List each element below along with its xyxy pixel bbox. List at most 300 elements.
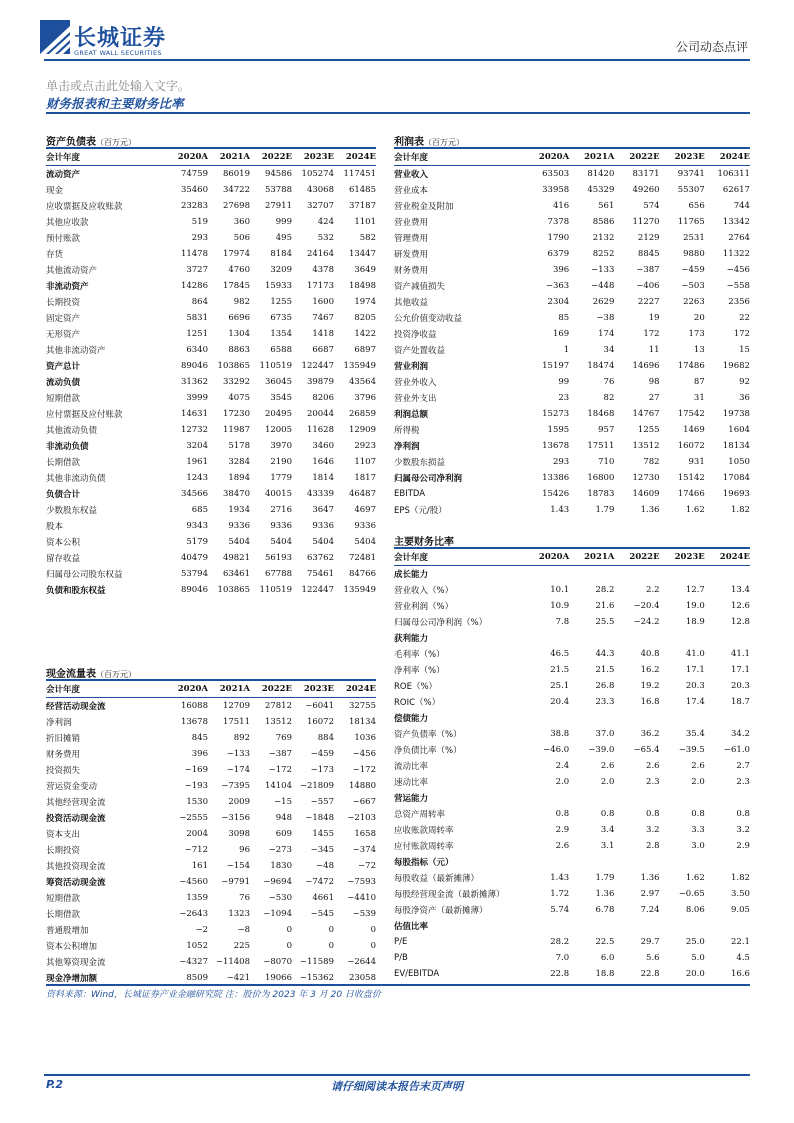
footer-disclaimer: 请仔细阅读本报告末页声明 <box>331 1080 463 1093</box>
table-row <box>46 182 376 198</box>
row-label: 长期借款 <box>46 909 81 920</box>
row-value: 12709 <box>222 700 250 711</box>
table-unit: （百万元） <box>424 138 464 147</box>
row-label: 每股净资产（最新摊薄） <box>394 905 488 916</box>
row-value: 19.0 <box>685 600 705 611</box>
row-value: 1530 <box>186 796 208 807</box>
row-value: −72 <box>358 860 376 871</box>
row-value: 3727 <box>186 264 208 275</box>
table-row <box>46 730 376 746</box>
row-value: 1.62 <box>685 504 705 515</box>
logo-english-name: GREAT WALL SECURITIES <box>74 49 162 57</box>
table-row <box>394 310 750 326</box>
row-label: 净利润 <box>46 717 72 728</box>
row-value: 14104 <box>264 780 292 791</box>
row-value: −406 <box>636 280 660 291</box>
row-value: 17230 <box>222 408 250 419</box>
row-value: 396 <box>191 748 208 759</box>
row-value: 1779 <box>270 472 292 483</box>
row-value: 2.2 <box>646 584 660 595</box>
row-value: 27911 <box>264 200 292 211</box>
row-value: 845 <box>191 732 208 743</box>
table-row <box>394 438 750 454</box>
row-value: 1.79 <box>595 504 615 515</box>
year-header: 2024E <box>345 684 376 694</box>
table-row <box>394 486 750 502</box>
row-value: 17845 <box>222 280 250 291</box>
table-row <box>46 874 376 890</box>
row-value: 105274 <box>301 168 334 179</box>
row-value: −2103 <box>347 812 376 823</box>
row-value: 2.7 <box>736 760 750 771</box>
row-value: 884 <box>317 732 334 743</box>
row-label: EPS（元/股） <box>394 505 447 516</box>
table-header-row <box>46 682 376 698</box>
table-caption <box>46 133 376 147</box>
row-value: 1.36 <box>640 872 660 883</box>
row-label: 归属母公司净利润（%） <box>394 617 488 628</box>
row-value: 110519 <box>259 360 292 371</box>
header-divider <box>44 59 750 61</box>
row-value: 8863 <box>228 344 250 355</box>
table-row <box>394 630 750 646</box>
row-value: 769 <box>275 732 292 743</box>
table-title: 现金流量表 <box>46 669 96 680</box>
row-label: 营业收入（%） <box>394 585 454 596</box>
row-value: −133 <box>591 264 615 275</box>
section-divider <box>46 112 750 114</box>
row-value: −20.4 <box>633 600 660 611</box>
row-value: −387 <box>268 748 292 759</box>
row-value: 18.9 <box>685 616 705 627</box>
row-value: 519 <box>191 216 208 227</box>
row-value: 16.2 <box>640 664 660 675</box>
table-caption <box>46 665 376 679</box>
row-value: −2644 <box>347 956 376 967</box>
row-label: 筹资活动现金流 <box>46 877 106 888</box>
row-value: 76 <box>603 376 615 387</box>
row-label: 固定资产 <box>46 313 81 324</box>
row-value: 1243 <box>186 472 208 483</box>
text-placeholder[interactable]: 单击或点击此处输入文字。 <box>46 79 191 93</box>
table-row <box>46 858 376 874</box>
row-label: 其他筹资现金流 <box>46 957 106 968</box>
row-value: 35460 <box>180 184 208 195</box>
table-row <box>394 294 750 310</box>
row-value: −456 <box>726 264 750 275</box>
table-row <box>394 950 750 966</box>
row-value: 20.4 <box>550 696 570 707</box>
row-value: 8206 <box>312 392 334 403</box>
row-value: 13512 <box>632 440 660 451</box>
row-label: 资本公积增加 <box>46 941 98 952</box>
table-row <box>394 838 750 854</box>
row-value: 11987 <box>222 424 250 435</box>
row-value: 14286 <box>180 280 208 291</box>
row-value: 13678 <box>542 440 570 451</box>
row-value: 1107 <box>354 456 376 467</box>
row-value: 656 <box>688 200 705 211</box>
row-value: 20044 <box>306 408 334 419</box>
row-value: 18.8 <box>595 968 615 979</box>
row-value: 15142 <box>677 472 705 483</box>
row-value: 89046 <box>180 584 208 595</box>
row-value: 106311 <box>717 168 750 179</box>
row-value: 710 <box>598 456 615 467</box>
row-value: 1455 <box>312 828 334 839</box>
row-value: 0 <box>328 924 334 935</box>
row-value: 172 <box>733 328 750 339</box>
row-value: 1.82 <box>731 872 750 883</box>
row-value: 18134 <box>348 716 376 727</box>
row-value: 4378 <box>312 264 334 275</box>
row-value: 1036 <box>354 732 376 743</box>
row-value: 2716 <box>270 504 292 515</box>
table-row <box>394 678 750 694</box>
row-value: 103865 <box>217 360 250 371</box>
row-value: 0.8 <box>646 808 660 819</box>
row-value: 19738 <box>722 408 750 419</box>
row-label: 长期借款 <box>46 457 81 468</box>
row-label: 成长能力 <box>394 569 429 580</box>
row-value: 12.7 <box>685 584 705 595</box>
row-value: 1894 <box>228 472 250 483</box>
row-value: 1050 <box>728 456 750 467</box>
row-value: 8845 <box>637 248 660 259</box>
row-value: 14631 <box>180 408 208 419</box>
row-value: 11322 <box>722 248 750 259</box>
table-row <box>46 326 376 342</box>
row-value: −9791 <box>221 876 250 887</box>
row-value: 2.6 <box>555 840 570 851</box>
row-value: 1359 <box>186 892 208 903</box>
row-value: 46487 <box>348 488 376 499</box>
year-header: 2020A <box>177 684 208 694</box>
table-row <box>46 166 376 182</box>
row-value: −557 <box>310 796 334 807</box>
year-header: 2023E <box>303 684 334 694</box>
row-value: 7378 <box>547 216 570 227</box>
row-value: 5404 <box>354 536 376 547</box>
row-value: 1251 <box>186 328 208 339</box>
row-value: 2.9 <box>736 840 750 851</box>
row-value: 2263 <box>683 296 705 307</box>
row-value: 19066 <box>264 972 292 983</box>
section-title: 财务报表和主要财务比率 <box>46 96 184 111</box>
year-header: 2022E <box>629 152 660 162</box>
row-value: 0 <box>370 924 376 935</box>
page-header <box>0 0 794 66</box>
row-value: −173 <box>310 764 334 775</box>
table-row <box>46 406 376 422</box>
row-value: 19.2 <box>640 680 660 691</box>
row-value: 14767 <box>632 408 660 419</box>
row-value: 49260 <box>632 184 660 195</box>
table-row <box>394 342 750 358</box>
row-value: 18783 <box>587 488 615 499</box>
row-label: 归属母公司股东权益 <box>46 569 123 580</box>
row-value: 83171 <box>632 168 660 179</box>
row-value: 23 <box>558 392 570 403</box>
row-label: 投资活动现金流 <box>46 813 106 824</box>
row-label: 应收票据及应收账款 <box>46 201 123 212</box>
row-value: 2227 <box>637 296 660 307</box>
row-value: 15 <box>739 344 750 355</box>
row-label: 营业费用 <box>394 217 429 228</box>
footer-divider <box>44 1074 750 1076</box>
row-value: 76 <box>239 892 250 903</box>
row-value: 20495 <box>264 408 292 419</box>
row-value: 424 <box>317 216 334 227</box>
row-label: 流动比率 <box>394 761 429 772</box>
row-value: 21.5 <box>550 664 570 675</box>
row-value: 1 <box>563 344 570 355</box>
row-label: 资产处置收益 <box>394 345 446 356</box>
table-row <box>394 694 750 710</box>
table-unit: （百万元） <box>96 138 136 147</box>
table-row <box>394 182 750 198</box>
row-value: 20 <box>693 312 705 323</box>
table-row <box>394 758 750 774</box>
table-row <box>46 810 376 826</box>
row-value: 2.6 <box>646 760 660 771</box>
row-value: 89046 <box>180 360 208 371</box>
row-value: 3999 <box>186 392 208 403</box>
row-value: 4661 <box>312 892 334 903</box>
row-value: 9336 <box>270 520 292 531</box>
row-value: 19682 <box>722 360 750 371</box>
row-value: 7467 <box>312 312 334 323</box>
row-value: 6696 <box>228 312 250 323</box>
row-value: 864 <box>191 296 208 307</box>
table-row <box>394 214 750 230</box>
row-label: 所得税 <box>394 425 420 436</box>
row-value: 1.36 <box>640 504 660 515</box>
table-row <box>394 598 750 614</box>
row-value: 37187 <box>348 200 376 211</box>
row-value: 92 <box>739 376 750 387</box>
row-value: 8509 <box>186 972 208 983</box>
row-value: 87 <box>693 376 705 387</box>
row-value: 27812 <box>264 700 292 711</box>
row-value: 44.3 <box>595 648 615 659</box>
table-caption-rule <box>394 147 750 149</box>
row-value: 2923 <box>354 440 376 451</box>
row-value: −459 <box>310 748 334 759</box>
balance-sheet-table <box>46 133 376 598</box>
row-value: 34722 <box>222 184 250 195</box>
table-row <box>394 582 750 598</box>
table-row <box>46 246 376 262</box>
row-value: 21.5 <box>595 664 615 675</box>
table-title: 主要财务比率 <box>394 537 454 548</box>
row-label: P/B <box>394 952 408 963</box>
row-value: −15 <box>274 796 292 807</box>
table-row <box>394 374 750 390</box>
table-row <box>394 230 750 246</box>
row-value: −172 <box>352 764 376 775</box>
row-value: 17974 <box>222 248 250 259</box>
row-label: 每股收益（最新摊薄） <box>394 873 480 884</box>
row-value: 609 <box>275 828 292 839</box>
row-label: 资本支出 <box>46 829 81 840</box>
row-value: 2356 <box>728 296 750 307</box>
row-label: 研发费用 <box>394 249 429 260</box>
table-row <box>46 454 376 470</box>
row-value: 36045 <box>264 376 292 387</box>
report-type: 公司动态点评 <box>675 40 748 54</box>
row-label: 偿债能力 <box>394 713 429 724</box>
row-value: 2.0 <box>691 776 705 787</box>
table-row <box>394 710 750 726</box>
row-label: 净负债比率（%） <box>394 745 462 756</box>
row-value: 19693 <box>722 488 750 499</box>
row-value: 17173 <box>306 280 334 291</box>
row-value: 2764 <box>728 232 750 243</box>
row-value: 4.5 <box>736 952 750 963</box>
year-header: 2020A <box>538 152 570 162</box>
row-value: 11628 <box>306 424 334 435</box>
row-value: 3970 <box>270 440 292 451</box>
row-value: 6735 <box>270 312 292 323</box>
row-value: 117451 <box>343 168 376 179</box>
row-label: 利润总额 <box>394 409 429 420</box>
row-value: 27698 <box>222 200 250 211</box>
row-value: 43564 <box>348 376 376 387</box>
row-value: 15273 <box>542 408 570 419</box>
row-value: 16800 <box>587 472 615 483</box>
row-value: 0 <box>286 940 292 951</box>
row-label: 获利能力 <box>394 633 429 644</box>
row-value: 34.2 <box>731 728 750 739</box>
row-value: 7.8 <box>555 616 570 627</box>
row-value: 36.2 <box>640 728 660 739</box>
row-value: −2643 <box>179 908 208 919</box>
row-value: 41.1 <box>731 648 750 659</box>
table-row <box>394 806 750 822</box>
row-value: 13678 <box>180 716 208 727</box>
table-row <box>46 746 376 762</box>
table-header-row <box>46 150 376 166</box>
row-value: 1934 <box>228 504 250 515</box>
header-label: 会计年度 <box>394 153 429 163</box>
row-value: −712 <box>184 844 208 855</box>
row-value: −133 <box>226 748 250 759</box>
year-header: 2021A <box>219 152 250 162</box>
table-row <box>46 582 376 598</box>
row-value: 1255 <box>270 296 292 307</box>
row-value: 63503 <box>542 168 570 179</box>
row-value: 3.50 <box>731 888 750 899</box>
table-row <box>46 502 376 518</box>
row-label: 总资产周转率 <box>394 809 446 820</box>
row-value: −7472 <box>305 876 334 887</box>
table-row <box>394 662 750 678</box>
row-value: 2304 <box>547 296 570 307</box>
row-value: −46.0 <box>543 744 570 755</box>
row-value: 0 <box>328 940 334 951</box>
row-value: 22.5 <box>595 936 615 947</box>
row-value: 3.3 <box>691 824 705 835</box>
row-value: 948 <box>275 812 292 823</box>
row-value: 12.8 <box>731 616 750 627</box>
row-label: P/E <box>394 936 408 947</box>
year-header: 2021A <box>584 152 615 162</box>
row-value: 32707 <box>306 200 334 211</box>
row-value: 96 <box>239 844 250 855</box>
row-value: 15933 <box>264 280 292 291</box>
row-value: 1.72 <box>550 888 570 899</box>
row-value: 38470 <box>222 488 250 499</box>
row-value: 574 <box>643 200 660 211</box>
row-label: 负债合计 <box>46 489 81 500</box>
row-value: 2.97 <box>640 888 660 899</box>
row-value: 2004 <box>186 828 208 839</box>
row-value: −48 <box>316 860 334 871</box>
row-value: 49821 <box>222 552 250 563</box>
row-value: 28.2 <box>595 584 615 595</box>
row-value: 29.7 <box>640 936 660 947</box>
table-row <box>394 934 750 950</box>
row-value: 982 <box>233 296 250 307</box>
row-label: 其他流动负债 <box>46 425 98 436</box>
row-value: 72481 <box>348 552 376 563</box>
row-value: −421 <box>226 972 250 983</box>
row-value: 16.6 <box>731 968 750 979</box>
row-value: 1604 <box>728 424 750 435</box>
row-label: 净利率（%） <box>394 665 445 676</box>
table-row <box>394 166 750 182</box>
row-value: 25.5 <box>595 616 615 627</box>
year-header: 2022E <box>629 552 660 562</box>
row-label: 其他流动资产 <box>46 265 98 276</box>
row-value: 1600 <box>312 296 334 307</box>
row-value: −387 <box>636 264 660 275</box>
table-row <box>394 854 750 870</box>
row-value: 26.8 <box>595 680 615 691</box>
row-value: 161 <box>191 860 208 871</box>
row-value: 122447 <box>301 584 334 595</box>
row-value: 1595 <box>547 424 570 435</box>
row-value: 532 <box>317 232 334 243</box>
row-value: 6379 <box>547 248 570 259</box>
row-label: 速动比率 <box>394 777 429 788</box>
table-row <box>46 422 376 438</box>
company-logo <box>40 20 190 60</box>
table-row <box>394 278 750 294</box>
row-value: 2.9 <box>555 824 570 835</box>
row-value: 26859 <box>348 408 376 419</box>
row-value: 8586 <box>592 216 615 227</box>
row-value: 6687 <box>312 344 334 355</box>
row-value: 999 <box>275 216 292 227</box>
row-value: 2190 <box>270 456 292 467</box>
row-value: 16.8 <box>640 696 660 707</box>
row-value: 14609 <box>632 488 660 499</box>
table-row <box>394 502 750 518</box>
row-label: 每股经营现金流（最新摊薄） <box>394 889 505 900</box>
row-value: 11765 <box>677 216 705 227</box>
row-value: 22 <box>739 312 750 323</box>
row-label: 留存收益 <box>46 553 81 564</box>
row-label: EBITDA <box>394 488 426 499</box>
row-label: 现金 <box>46 185 64 196</box>
row-label: 预付账款 <box>46 233 81 244</box>
row-value: −15362 <box>299 972 334 983</box>
row-value: 2629 <box>592 296 615 307</box>
row-value: 1.82 <box>731 504 750 515</box>
row-value: 31362 <box>180 376 208 387</box>
